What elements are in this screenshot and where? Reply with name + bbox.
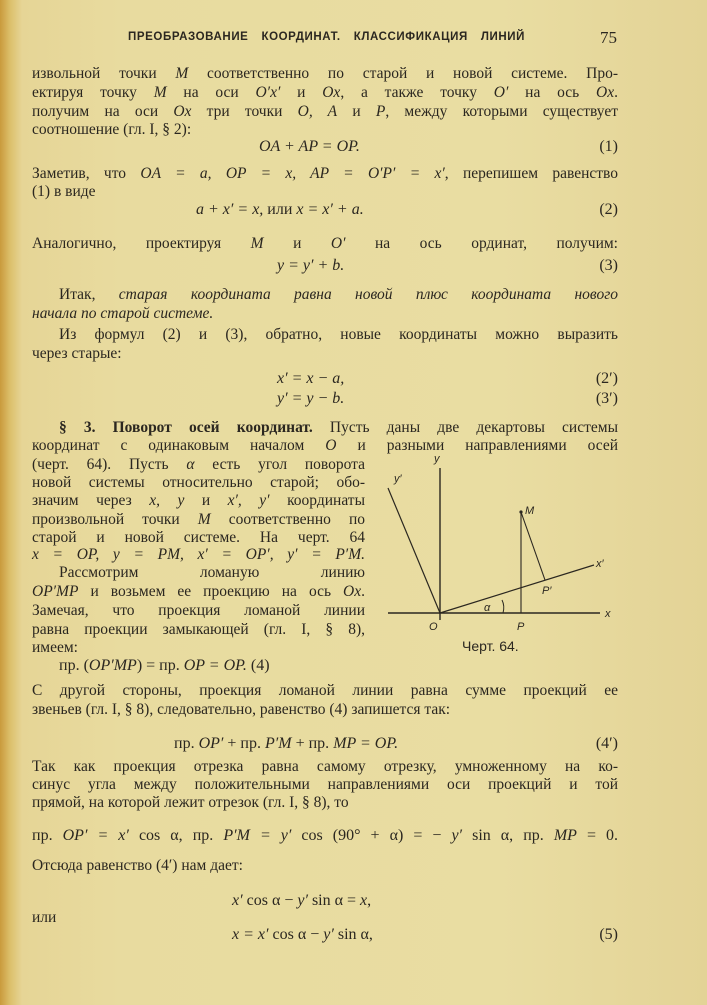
- equation-intermediate: [232, 892, 371, 910]
- math-run: старая координата равна новой плюс координата нового: [118, 286, 618, 303]
- text-run: или: [32, 909, 57, 926]
- equation-5: [232, 926, 373, 944]
- running-title: ПРЕОБРАЗОВАНИЕ КООРДИНАТ. КЛАССИФИКАЦИЯ ЛИНИЙ: [128, 31, 525, 43]
- math-run: x, y: [149, 492, 185, 509]
- label-x: x: [605, 608, 611, 620]
- math-run: OP = OP.: [183, 657, 247, 674]
- math-run: MP = OP.: [333, 735, 399, 752]
- text-run: Замечая, что проекция ломаной линии: [32, 602, 365, 619]
- text-run: значим через: [32, 492, 150, 509]
- equation-4-prime: [174, 735, 398, 753]
- text-run: Отсюда равенство (4′) нам дает:: [32, 857, 243, 874]
- text-run: соответственно по: [210, 511, 365, 528]
- math-run: OA = a, OP = x, AP = O′P′ = x′: [140, 165, 445, 182]
- math-run: y = y′ + b.: [277, 257, 345, 274]
- text-run: , между которыми существует: [385, 103, 619, 120]
- text-run: три точки: [191, 103, 298, 120]
- text-run: .: [361, 583, 365, 600]
- math-run: OA + AP = OP.: [259, 138, 360, 155]
- math-run: MP: [553, 827, 577, 844]
- text-run: пр.: [174, 735, 199, 752]
- text-run: cos α −: [242, 892, 298, 909]
- math-run: Ox: [173, 103, 192, 120]
- text-run: пр.: [32, 827, 63, 844]
- text-run: Пусть даны две декартовы системы: [312, 419, 618, 436]
- text-run: на ось ординат, получим:: [345, 235, 618, 252]
- text-run: sin α =: [307, 892, 361, 909]
- equation-projections: [32, 827, 618, 845]
- text-run: (4): [246, 657, 270, 674]
- text-run: или: [263, 201, 297, 218]
- text-run: и: [263, 235, 331, 252]
- text-line: [32, 794, 618, 812]
- text-run: прямой, на которой лежит отрезок (гл. I, § 8), то: [32, 794, 349, 811]
- math-run: x = OP, y = PM, x′ = OP′, y′ = P′M.: [32, 546, 365, 563]
- math-run: Ox: [343, 583, 362, 600]
- math-run: P′M = y′: [223, 827, 292, 844]
- text-run: и: [337, 103, 376, 120]
- math-run: α: [186, 456, 195, 473]
- text-run: (черт. 64). Пусть: [32, 456, 187, 473]
- math-run: M: [250, 235, 264, 252]
- math-run: OP′MP: [88, 657, 137, 674]
- equation-number: (4′): [595, 735, 618, 752]
- math-run: Ox: [322, 84, 341, 101]
- text-run: + пр.: [223, 735, 265, 752]
- text-run: звеньев (гл. I, § 8), следовательно, равенство (4) запишется так:: [32, 701, 451, 718]
- text-run: , а также точку: [340, 84, 494, 101]
- text-run: синус угла между положительными направлениями оси проекций и той: [32, 776, 618, 793]
- text-line: [32, 682, 618, 700]
- math-run: начала по старой системе.: [32, 305, 214, 322]
- math-run: O′x′: [255, 84, 281, 101]
- text-run: соотношение (гл. I, § 2):: [32, 121, 192, 138]
- text-run: Так как проекция отрезка равна самому отрезку, умноженному на ко-: [32, 758, 618, 775]
- page-number: 75: [600, 28, 617, 47]
- text-run: имеем:: [32, 639, 78, 656]
- text-run: и: [280, 84, 323, 101]
- text-line: [32, 857, 618, 875]
- equation-number: (2): [599, 201, 618, 218]
- math-run: OP′ = x′: [62, 827, 129, 844]
- text-run: на ось: [508, 84, 597, 101]
- math-run: O′: [330, 235, 346, 252]
- equation-number: (5): [599, 926, 618, 943]
- angle-arc: [502, 600, 504, 613]
- text-run: старой и новой системе. На черт. 64: [32, 529, 365, 546]
- text-run: cos α, пр.: [128, 827, 224, 844]
- text-run: соответственно по старой и новой системе. Про-: [188, 65, 619, 82]
- math-run: x = x′ + a.: [296, 201, 364, 218]
- math-run: y′: [451, 827, 463, 844]
- text-run: Аналогично, проектируя: [32, 235, 251, 252]
- text-run: ) = пр.: [136, 657, 184, 674]
- text-run: через старые:: [32, 345, 122, 362]
- math-run: y′ = y − b.: [277, 390, 345, 407]
- math-run: OP′MP: [32, 583, 79, 600]
- text-run: извольной точки: [32, 65, 176, 82]
- equation-number: (1): [599, 138, 618, 155]
- text-run: произвольной точки: [32, 511, 198, 528]
- math-run: a + x′ = x,: [196, 201, 264, 218]
- math-run: O′: [493, 84, 509, 101]
- text-run: равна проекции замыкающей (гл. I, § 8),: [32, 621, 365, 638]
- segment-MP-prime: [521, 512, 545, 580]
- text-run: С другой стороны, проекция ломаной линии равна сумме проекций ее: [32, 682, 618, 699]
- text-run: Заметив, что: [32, 165, 141, 182]
- text-run: на оси: [166, 84, 256, 101]
- math-run: Ox: [596, 84, 615, 101]
- math-run: x′, y′: [227, 492, 270, 509]
- text-run: .: [614, 84, 618, 101]
- text-run: и разными направлениями осей: [336, 437, 618, 454]
- math-run: y′: [297, 892, 308, 909]
- text-run: ектируя точку: [32, 84, 154, 101]
- text-run: cos (90° + α) = −: [291, 827, 452, 844]
- text-run: Рассмотрим ломаную линию: [59, 564, 365, 581]
- label-x-prime: x′: [596, 558, 604, 570]
- text-line: [32, 909, 618, 927]
- math-run: O, A: [297, 103, 338, 120]
- text-run: (1) в виде: [32, 183, 96, 200]
- math-run: OP′: [198, 735, 224, 752]
- label-y: y: [434, 453, 440, 465]
- text-run: Из формул (2) и (3), обратно, новые координаты можно выразить: [59, 326, 618, 343]
- math-run: y′: [323, 926, 334, 943]
- label-M: M: [525, 505, 535, 517]
- y-prime-axis: [388, 488, 440, 613]
- label-O: O: [429, 621, 438, 633]
- section-title: § 3. Поворот осей координат.: [59, 419, 313, 436]
- math-run: x′ = x − a,: [277, 370, 345, 387]
- text-run: и возьмем ее проекцию на ось: [78, 583, 344, 600]
- math-run: M: [197, 511, 211, 528]
- math-run: x: [360, 892, 368, 909]
- equation-number: (3): [599, 257, 618, 274]
- math-run: M: [175, 65, 189, 82]
- text-run: ,: [367, 892, 372, 909]
- equation-number: (2′): [595, 370, 618, 387]
- text-run: координат с одинаковым началом: [32, 437, 326, 454]
- text-run: + пр.: [291, 735, 334, 752]
- label-y-prime: y′: [394, 473, 402, 485]
- math-run: P′M: [264, 735, 292, 752]
- text-run: пр. (: [59, 657, 89, 674]
- label-P-prime: P′: [542, 585, 552, 597]
- math-run: P: [375, 103, 386, 120]
- text-run: получим на оси: [32, 103, 174, 120]
- text-run: есть угол поворота: [194, 456, 365, 473]
- text-run: sin α,: [333, 926, 373, 943]
- figure-caption: Черт. 64.: [462, 638, 519, 654]
- text-run: cos α −: [268, 926, 324, 943]
- text-run: координаты: [269, 492, 365, 509]
- math-run: x′: [232, 892, 243, 909]
- equation-number: (3′): [595, 390, 618, 407]
- label-P: P: [517, 621, 525, 633]
- label-alpha: α: [484, 602, 491, 614]
- math-run: M: [153, 84, 167, 101]
- text-line: [32, 758, 618, 776]
- text-run: , перепишем равенство: [444, 165, 619, 182]
- text-run: = 0.: [576, 827, 619, 844]
- text-line: [32, 701, 618, 719]
- text-run: и: [184, 492, 228, 509]
- math-run: O: [325, 437, 337, 454]
- x-prime-axis: [440, 565, 594, 613]
- text-line: [32, 776, 618, 794]
- point-M: [519, 510, 522, 513]
- text-run: новой системы относительно старой; обо-: [32, 474, 365, 491]
- math-run: x = x′: [232, 926, 269, 943]
- text-run: sin α, пр.: [462, 827, 554, 844]
- text-run: Итак,: [59, 286, 119, 303]
